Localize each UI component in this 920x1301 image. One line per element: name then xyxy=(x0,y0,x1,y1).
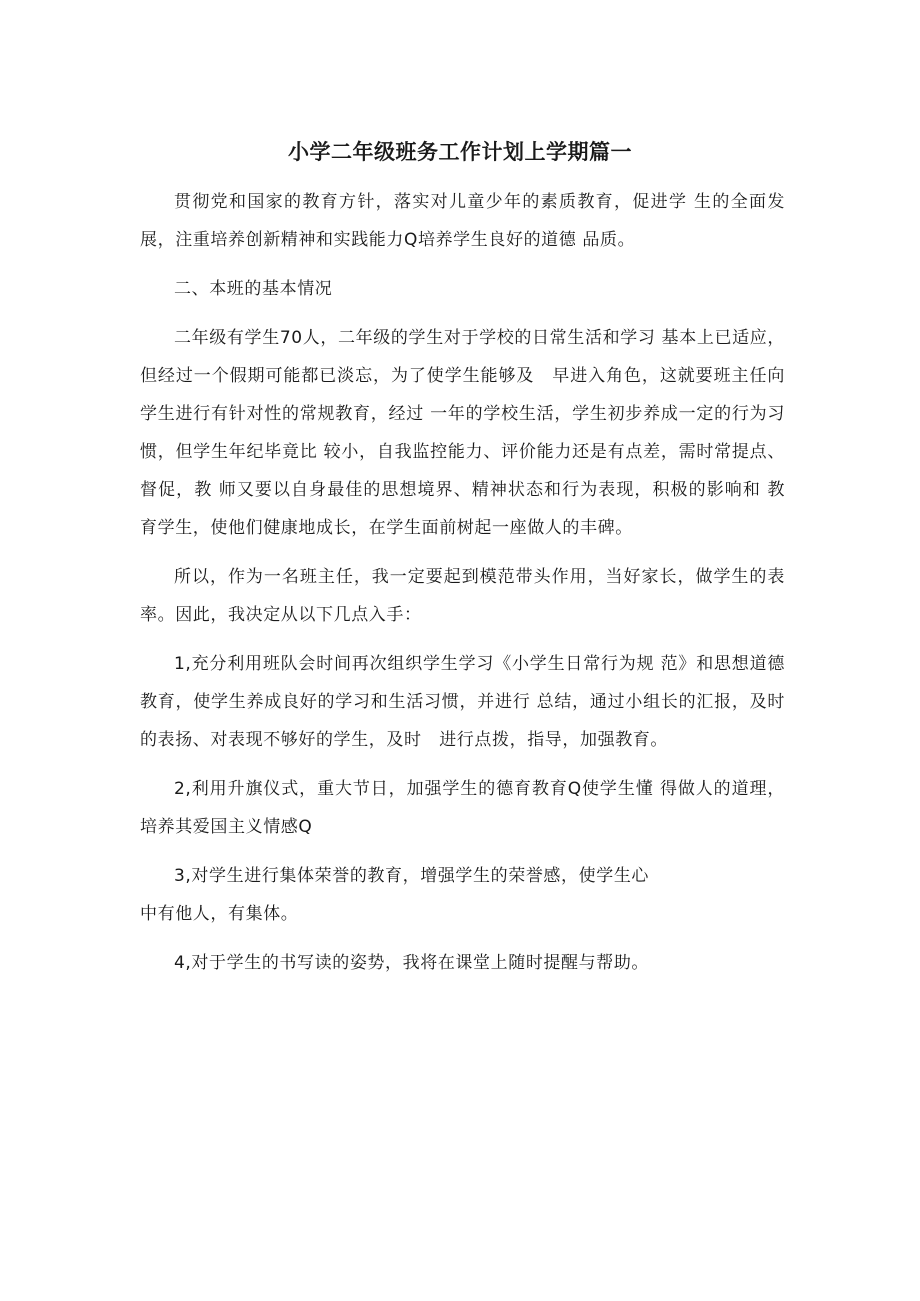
list-item-3-continued: 中有他人，有集体。 xyxy=(140,904,299,924)
document-title: 小学二年级班务工作计划上学期篇一 xyxy=(288,140,632,164)
list-item-1: 1,充分利用班队会时间再次组织学生学习《小学生日常行为规 范》和思想道德教育，使学生养成良好的学习和生活习惯，并进行 总结，通过小组长的汇报，及时的表扬、对表现不够好的学生，及时 进行点拨，指导，加强教育。 xyxy=(140,654,785,750)
document-body xyxy=(140,183,785,993)
list-item-3: 3,对学生进行集体荣誉的教育，增强学生的荣誉感，使学生心 xyxy=(174,866,650,886)
section-heading-class-info: 二、本班的基本情况 xyxy=(174,279,333,299)
paragraph-intro: 贯彻党和国家的教育方针，落实对儿童少年的素质教育，促进学 生的全面发展，注重培养创新精神和实践能力Q培养学生良好的道德 品质。 xyxy=(140,192,785,250)
paragraph-therefore: 所以，作为一名班主任，我一定要起到模范带头作用，当好家长，做学生的表率。因此，我决定从以下几点入手： xyxy=(140,567,785,625)
list-item-2: 2,利用升旗仪式，重大节日，加强学生的德育教育Q使学生懂 得做人的道理，培养其爱国主义情感Q xyxy=(140,779,785,837)
list-item-4: 4,对于学生的书写读的姿势，我将在课堂上随时提醒与帮助。 xyxy=(174,953,650,973)
paragraph-class-situation: 二年级有学生70人，二年级的学生对于学校的日常生活和学习 基本上已适应，但经过一个假期可能都已淡忘，为了使学生能够及 早进入角色，这就要班主任向学生进行有针对性的常规教育，经过 一年的学校生活，学生初步养成一定的行为习惯，但学生年纪毕竟比 较小，自我监控能力、评价能力还是有点差，需时常提点、督促，教 师又要以自身最佳的思想境界、精神状态和行为表现，积极的影响和 教育学生，使他们健康地成长，在学生面前树起一座做人的丰碑。 xyxy=(140,328,785,538)
